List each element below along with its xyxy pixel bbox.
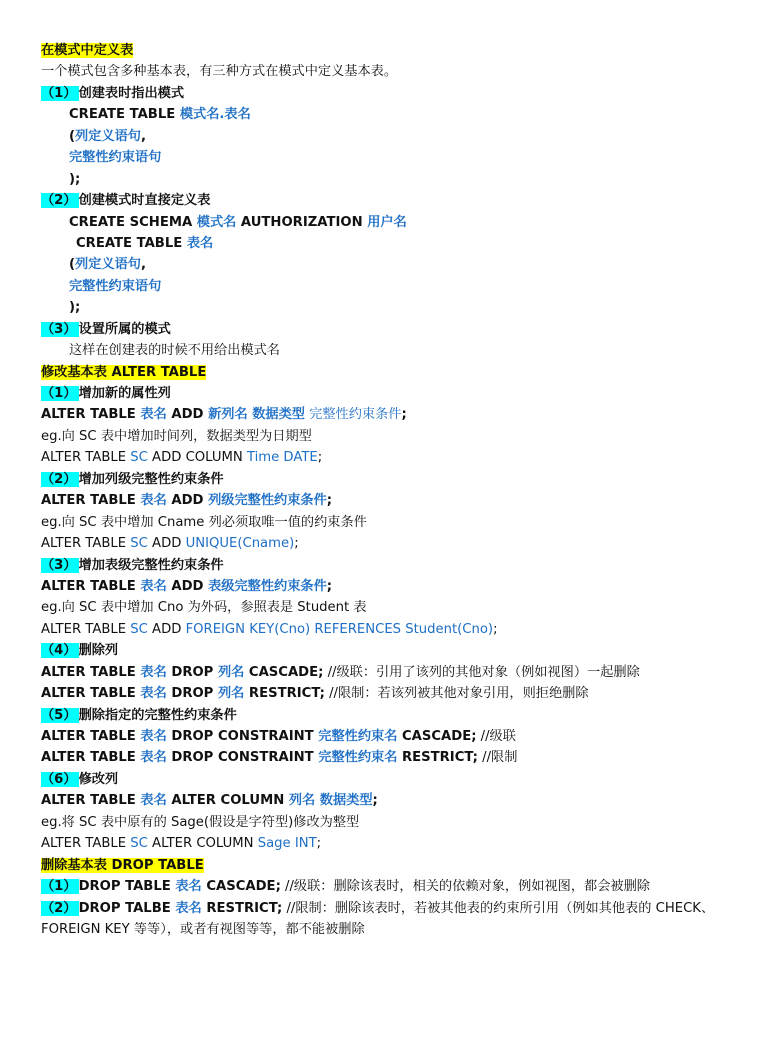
- example-description: eg.向 SC 表中增加时间列，数据类型为日期型: [41, 428, 312, 444]
- heading-text: 删除基本表 DROP TABLE: [41, 857, 204, 873]
- drop-line-1: [41, 876, 741, 897]
- item-number: （2）: [41, 900, 77, 916]
- example-description: eg.向 SC 表中增加 Cname 列必须取唯一值的约束条件: [41, 514, 367, 530]
- subheading-title: 增加列级完整性约束条件: [78, 471, 224, 487]
- code-placeholder: 数据类型: [252, 407, 305, 423]
- code-keyword: CASCADE;: [397, 729, 477, 744]
- code-keyword: CREATE TABLE: [69, 107, 180, 123]
- code-placeholder: 模式名: [196, 214, 237, 230]
- code-placeholder: 完整性约束条件: [304, 407, 402, 423]
- code-placeholder: 列级完整性约束条件: [208, 493, 327, 509]
- code-placeholder: 表名: [140, 407, 167, 423]
- code-placeholder: 列名: [217, 686, 245, 702]
- code-placeholder: 表名: [140, 493, 167, 509]
- code-comment: //级联：引用了该列的其他对象（例如视图）一起删除: [323, 664, 640, 680]
- code-placeholder: 用户名: [367, 214, 407, 230]
- subheading-m2: [41, 190, 741, 211]
- code-punct: ,: [140, 128, 146, 144]
- code-placeholder: 表名: [186, 235, 214, 251]
- subheading-s3: [41, 555, 741, 576]
- syntax-line: [41, 790, 741, 811]
- code-placeholder: 列名: [217, 664, 245, 680]
- item-number: （3）: [41, 321, 77, 337]
- syntax-line: [41, 662, 741, 683]
- code-punct: ;: [294, 536, 299, 552]
- subheading-s5: [41, 705, 741, 726]
- item-number: （4）: [41, 643, 77, 659]
- code-placeholder: 完整性约束语句: [69, 278, 162, 294]
- code-placeholder: 表名: [140, 664, 167, 680]
- code-keyword: CREATE SCHEMA: [69, 214, 197, 230]
- code-keyword: ALTER TABLE: [41, 750, 141, 766]
- code-keyword: CASCADE;: [244, 664, 324, 680]
- code-identifier: Time DATE: [246, 450, 318, 466]
- code-keyword: ALTER TABLE: [41, 793, 141, 809]
- code-keyword: ALTER TABLE: [41, 836, 131, 852]
- example-code: [41, 619, 741, 640]
- code-line: [41, 104, 741, 125]
- code-keyword: RESTRICT;: [244, 686, 325, 702]
- code-keyword: AUTHORIZATION: [236, 214, 368, 230]
- section-heading-alter: [41, 362, 741, 383]
- code-keyword: ALTER COLUMN: [166, 793, 289, 809]
- code-line: [41, 276, 741, 297]
- subheading-title: 删除列: [78, 643, 119, 659]
- code-placeholder: 完整性约束名: [318, 750, 398, 766]
- code-keyword: DROP: [166, 664, 218, 680]
- item-number: （1）: [41, 386, 77, 401]
- code-placeholder: 完整性约束语句: [69, 150, 162, 166]
- code-placeholder: 列名: [288, 793, 316, 809]
- example-description: eg.向 SC 表中增加 Cno 为外码，参照表是 Student 表: [41, 600, 367, 616]
- subheading-s1: [41, 383, 741, 404]
- syntax-line: [41, 747, 741, 768]
- syntax-line: [41, 490, 741, 511]
- code-placeholder: 表名: [140, 686, 167, 702]
- subheading-m1: [41, 83, 741, 104]
- code-comment: //限制：删除该表时，若被其他表的约束所引用（例如其他表的 CHECK、FOREIGN KEY 等等），或者有视图等等，都不能被删除: [41, 900, 715, 937]
- code-punct: );: [69, 300, 81, 316]
- subheading-title: 创建表时指出模式: [78, 85, 185, 101]
- example-code: [41, 533, 741, 554]
- code-keyword: ADD: [166, 407, 209, 423]
- subheading-title: 设置所属的模式: [78, 321, 171, 337]
- code-punct: (: [69, 128, 76, 144]
- code-line: [41, 147, 741, 168]
- section-heading-define: [41, 40, 741, 61]
- code-placeholder: 表级完整性约束条件: [208, 578, 327, 594]
- code-identifier: SC: [130, 450, 148, 466]
- code-keyword: ALTER TABLE: [41, 729, 141, 744]
- item-number: （2）: [41, 193, 77, 209]
- code-keyword: RESTRICT;: [201, 900, 283, 916]
- code-keyword: DROP: [166, 686, 218, 702]
- code-line: [41, 126, 741, 147]
- item-number: （3）: [41, 557, 77, 573]
- syntax-line: [41, 683, 741, 704]
- code-keyword: ALTER TABLE: [41, 686, 141, 702]
- syntax-line: [41, 726, 741, 747]
- subheading-title: 删除指定的完整性约束条件: [78, 707, 237, 723]
- code-comment: //限制: [477, 750, 518, 766]
- example-code: [41, 833, 741, 854]
- code-line: [41, 297, 741, 318]
- subheading-title: 增加表级完整性约束条件: [78, 557, 224, 573]
- code-punct: ;: [316, 836, 322, 852]
- code-line: [41, 169, 741, 190]
- code-keyword: ALTER TABLE: [41, 578, 141, 594]
- code-punct: ;: [326, 578, 333, 594]
- code-placeholder: 表名: [140, 729, 167, 744]
- code-identifier: SC: [130, 836, 148, 852]
- code-comment: //限制：若该列被其他对象引用，则拒绝删除: [324, 686, 589, 702]
- syntax-line: [41, 404, 741, 425]
- code-keyword: ADD: [147, 536, 186, 552]
- code-punct: ;: [493, 621, 498, 637]
- subheading-title: 创建模式时直接定义表: [78, 193, 211, 209]
- syntax-line: [41, 576, 741, 597]
- code-keyword: DROP TABLE: [78, 879, 176, 895]
- code-keyword: ADD: [166, 493, 209, 509]
- code-placeholder: 表名: [140, 578, 167, 594]
- code-line: [41, 254, 741, 275]
- item-number: （2）: [41, 471, 77, 487]
- subheading-s4: [41, 640, 741, 661]
- code-keyword: ALTER TABLE: [41, 664, 141, 680]
- code-identifier: FOREIGN KEY(Cno) REFERENCES Student(Cno): [185, 621, 494, 637]
- code-placeholder: 完整性约束名: [318, 729, 398, 744]
- intro-paragraph: 一个模式包含多种基本表，有三种方式在模式中定义基本表。: [41, 64, 398, 80]
- subheading-s6: [41, 769, 741, 790]
- item-number: （1）: [41, 879, 77, 895]
- code-punct: ,: [140, 257, 146, 273]
- subheading-title: 增加新的属性列: [78, 386, 171, 401]
- subheading-s2: [41, 469, 741, 490]
- document-body: [41, 40, 741, 940]
- code-keyword: ADD: [166, 578, 209, 594]
- example-description: eg.将 SC 表中原有的 Sage(假设是字符型)修改为整型: [41, 814, 360, 830]
- code-placeholder: 数据类型: [319, 793, 373, 809]
- code-line: [41, 212, 741, 233]
- code-placeholder: 新列名: [208, 407, 248, 423]
- heading-text: 修改基本表 ALTER TABLE: [41, 364, 207, 380]
- item-number: （1）: [41, 85, 77, 101]
- code-placeholder: 表名: [175, 900, 202, 916]
- code-keyword: ALTER TABLE: [41, 450, 131, 466]
- example-code: [41, 447, 741, 468]
- code-keyword: DROP CONSTRAINT: [166, 729, 319, 744]
- code-keyword: ALTER TABLE: [41, 407, 141, 423]
- heading-text: 在模式中定义表: [41, 43, 134, 58]
- code-keyword: DROP CONSTRAINT: [166, 750, 319, 766]
- code-identifier: Sage INT: [257, 836, 317, 852]
- code-placeholder: 表名: [140, 793, 167, 809]
- code-punct: ;: [326, 493, 333, 509]
- code-punct: );: [69, 171, 81, 187]
- subheading-m3: [41, 319, 741, 340]
- code-placeholder: 列定义语句: [75, 257, 141, 273]
- code-identifier: SC: [130, 536, 148, 552]
- code-keyword: ALTER COLUMN: [147, 836, 258, 852]
- code-punct: ;: [401, 407, 407, 423]
- item-number: （5）: [41, 707, 77, 723]
- drop-line-2: [41, 898, 741, 941]
- code-identifier: UNIQUE(Cname): [185, 536, 295, 552]
- code-keyword: ALTER TABLE: [41, 621, 131, 637]
- code-keyword: RESTRICT;: [397, 750, 478, 766]
- code-placeholder: 表名: [175, 879, 202, 895]
- subheading-title: 修改列: [78, 771, 119, 787]
- code-identifier: SC: [130, 621, 148, 637]
- code-keyword: DROP TALBE: [78, 900, 176, 916]
- code-keyword: ALTER TABLE: [41, 493, 141, 509]
- code-keyword: ADD COLUMN: [147, 450, 247, 466]
- code-keyword: CREATE TABLE: [76, 235, 187, 251]
- code-keyword: ALTER TABLE: [41, 536, 131, 552]
- description-line: 这样在创建表的时候不用给出模式名: [69, 343, 280, 359]
- code-keyword: ADD: [147, 621, 186, 637]
- code-line: [41, 233, 741, 254]
- code-placeholder: 列定义语句: [75, 128, 141, 144]
- code-placeholder: 模式名.表名: [179, 107, 251, 123]
- code-punct: ;: [372, 793, 378, 809]
- code-punct: ;: [317, 450, 323, 466]
- code-keyword: CASCADE;: [201, 879, 281, 895]
- code-placeholder: 表名: [140, 750, 167, 766]
- code-punct: (: [69, 257, 76, 273]
- item-number: （6）: [41, 771, 77, 787]
- code-comment: //级联：删除该表时，相关的依赖对象，例如视图，都会被删除: [280, 879, 650, 895]
- section-heading-drop: [41, 855, 741, 876]
- code-comment: //级联: [476, 729, 516, 744]
